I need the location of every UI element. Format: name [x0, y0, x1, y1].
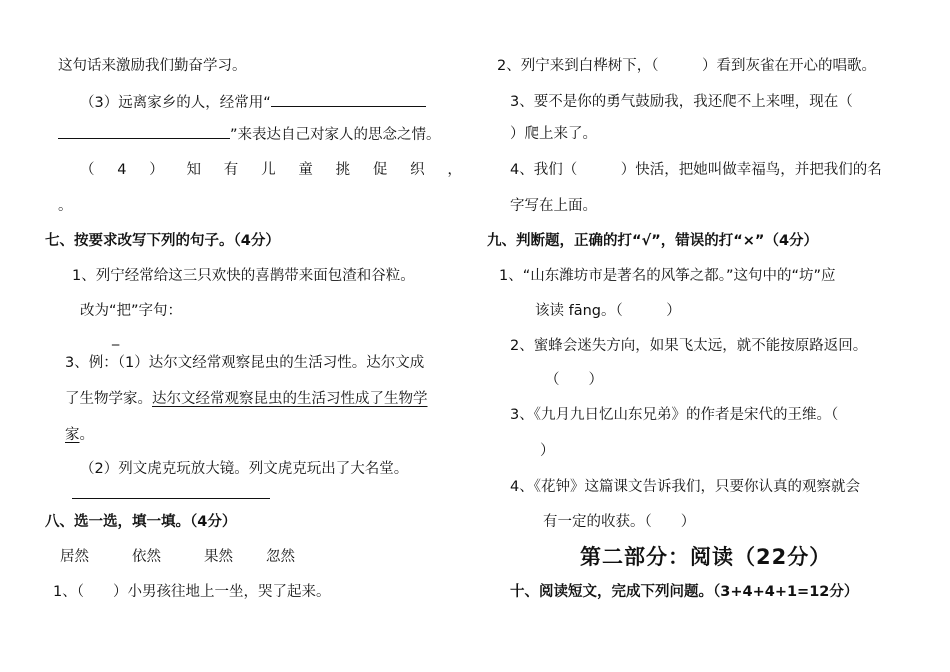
- right-q3-a: 3、要不是你的勇气鼓励我，我还爬不上来哩，现在（: [510, 94, 853, 110]
- s8-word-1: 居然: [60, 549, 89, 565]
- q4-char: （: [80, 162, 95, 178]
- s9-q4-a: 4、《花钟》这篇课文告诉我们，只要你认真的观察就会: [510, 479, 860, 495]
- s9-q4-b: 有一定的收获。（ ）: [543, 514, 696, 530]
- s8-word-4: 忽然: [266, 549, 295, 565]
- section-10-title: 十、阅读短文，完成下列问题。（3+4+4+1=12分）: [510, 584, 859, 600]
- section-8-title: 八、选一选，填一填。（4分）: [45, 514, 237, 530]
- s8-q1: 1、（ ）小男孩往地上一坐，哭了起来。: [53, 584, 331, 600]
- q4-char: ）: [149, 162, 164, 178]
- right-q4-b: 字写在上面。: [510, 198, 597, 214]
- s8-word-3: 果然: [204, 549, 233, 565]
- left-line-1: 这句话来激励我们勤奋学习。: [58, 58, 247, 74]
- q4-char: 促: [372, 162, 388, 178]
- q3-line-a: [80, 92, 426, 113]
- s7-q3-line-c: [65, 425, 94, 445]
- right-q2: 2、列宁来到白桦树下，（ ）看到灰雀在开心的唱歌。: [497, 58, 876, 74]
- s7-q3-underlined: 达尔文经常观察昆虫的生活习性成了生物学: [152, 391, 428, 407]
- s7-q3-period: 。: [79, 427, 94, 443]
- s9-q1-b: 该读 fāng。（ ）: [535, 303, 681, 319]
- s8-word-2: 依然: [132, 549, 161, 565]
- q4-char: 有: [223, 162, 239, 178]
- s7-q3-underlined-end: 家: [65, 427, 80, 443]
- s9-q2-a: 2、蜜蜂会迷失方向，如果飞太远，就不能按原路返回。: [510, 338, 868, 354]
- s9-q2-b: （ ）: [545, 372, 603, 388]
- s7-q3-line-a: 3、例：（1）达尔文经常观察昆虫的生活习性。达尔文成: [65, 355, 425, 371]
- q4-char: 童: [298, 162, 313, 178]
- s7-q1-prompt: 改为“把”字句：: [80, 303, 183, 319]
- q3-blank-1[interactable]: [271, 92, 426, 107]
- s7-q1: 1、列宁经常给这三只欢快的喜鹊带来面包渣和谷粒。: [72, 268, 415, 284]
- q4-char: 织: [410, 162, 425, 178]
- part-2-heading: 第二部分：阅读（22分）: [580, 545, 832, 569]
- s9-q3-b: ）: [540, 443, 555, 459]
- q4-spread-line: [80, 160, 462, 180]
- s9-q1-a: 1、“山东潍坊市是著名的风筝之都。”这句中的“坊”应: [499, 268, 836, 284]
- q4-char: 挑: [335, 162, 351, 178]
- q4-char: 4: [117, 162, 127, 178]
- s7-answer-line[interactable]: [72, 498, 270, 499]
- right-q3-b: ）爬上来了。: [510, 126, 597, 142]
- section-9-title: 九、判断题，正确的打“√”，错误的打“×”（4分）: [487, 233, 819, 249]
- s9-q3-a: 3、《九月九日忆山东兄弟》的作者是宋代的王维。（: [510, 407, 839, 423]
- q3-line-b: [58, 124, 441, 145]
- s7-q3-plain: 了生物学家。: [65, 391, 152, 407]
- q3-text-b: ”来表达自己对家人的思念之情。: [230, 127, 441, 143]
- q4-char: 知: [186, 162, 202, 178]
- s7-dash: _: [112, 330, 120, 346]
- section-7-title: 七、按要求改写下列的句子。（4分）: [45, 233, 280, 249]
- q4-char: ，: [447, 162, 462, 178]
- s7-q3-example-2: （2）列文虎克玩放大镜。列文虎克玩出了大名堂。: [80, 461, 409, 477]
- right-q4-a: 4、我们（ ）快活，把她叫做幸福鸟，并把我们的名: [510, 162, 882, 178]
- s7-q3-line-b: [65, 389, 428, 409]
- q3-text-a: （3）远离家乡的人，经常用“: [80, 95, 271, 111]
- q4-end: 。: [58, 198, 73, 214]
- q3-blank-2[interactable]: [58, 124, 230, 139]
- q4-char: 儿: [261, 162, 276, 178]
